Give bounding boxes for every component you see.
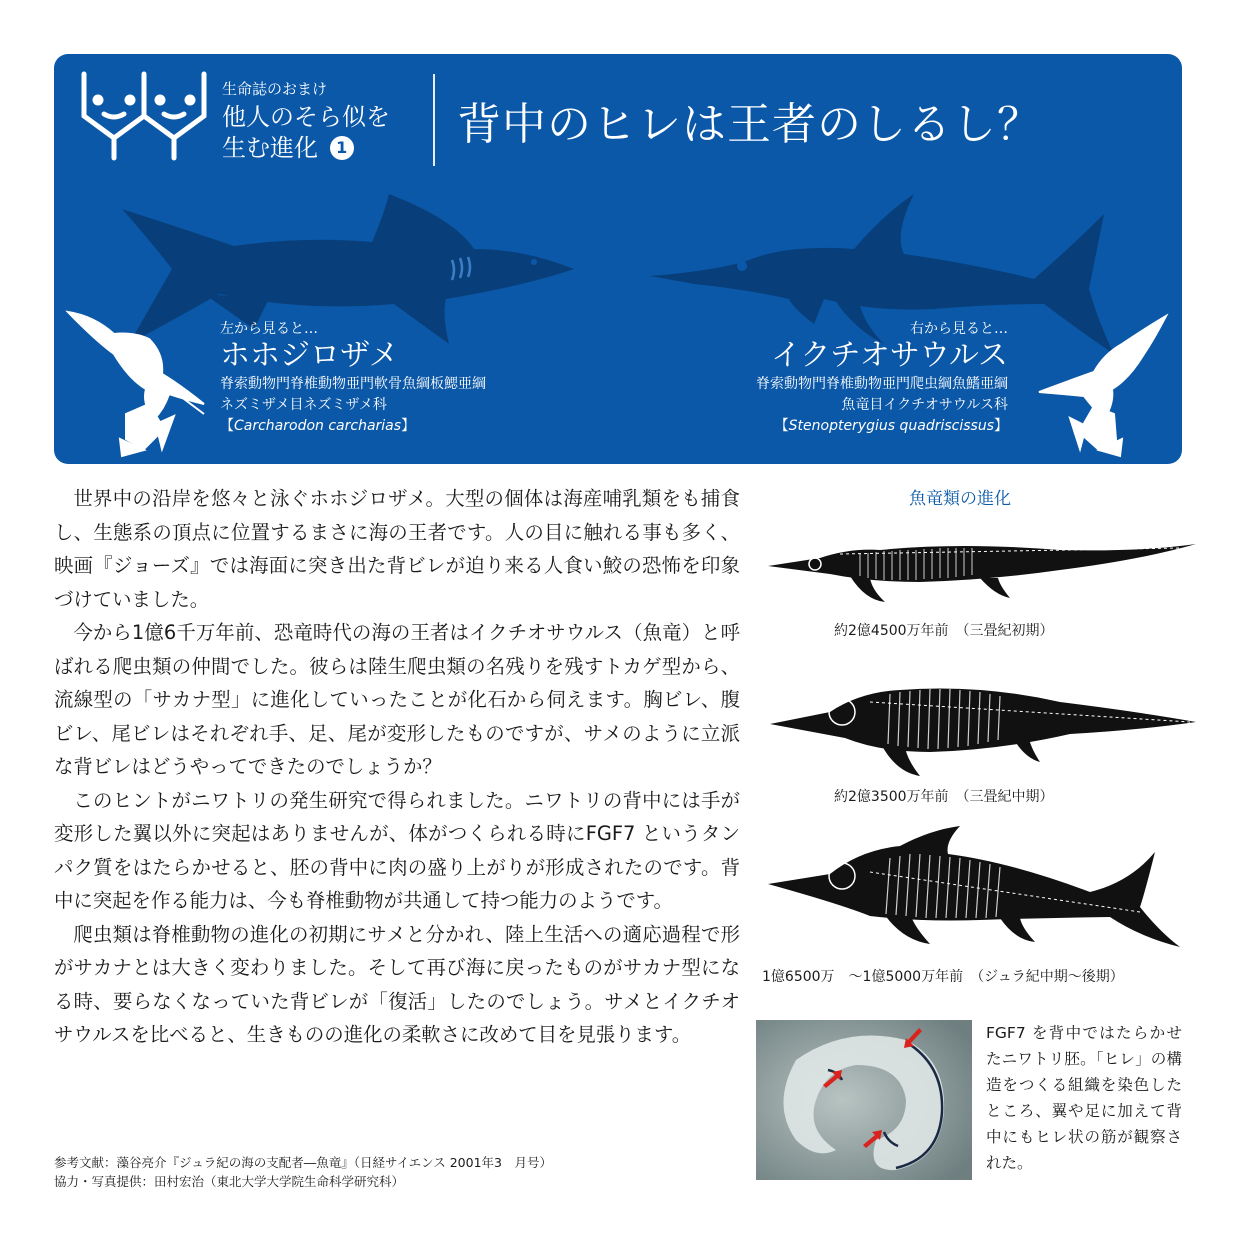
chick-embryo-photo bbox=[756, 1020, 972, 1180]
article-paragraph: 爬虫類は脊椎動物の進化の初期にサメと分かれ、陸上生活への適応過程で形がサカナとは大きく変わりました。そして再び海に戻ったものがサカナ型になる時、要らなくなっていた背ビレが「復活」したのでしょう。サメとイクチオサウルスを比べると、生きものの進化の柔軟さに改めて目を見張ります。 bbox=[54, 922, 740, 1046]
left-specimen-name: ホホジロザメ bbox=[220, 338, 399, 373]
series-title bbox=[222, 102, 390, 164]
left-specimen-info bbox=[220, 318, 486, 437]
article-paragraph: このヒントがニワトリの発生研究で得られました。ニワトリの背中には手が変形した翼以外に突起はありませんが、体がつくられる時にFGF7 というタンパク質をはたらかせると、胚の背中に肉の盛り上がりが形成されたのです。背中に突起を作る能力は、今も脊椎動物が共通して持つ能力のようです。 bbox=[54, 788, 740, 912]
photo-caption: FGF7 を背中ではたらかせたニワトリ胚。「ヒレ」の構造をつくる組織を染色したところ、翼や足に加えて背中にもヒレ状の筋が観察された。 bbox=[986, 1024, 1182, 1172]
right-taxonomy-2: 魚竜目イクチオサウルス科 bbox=[841, 397, 1008, 413]
references bbox=[54, 1153, 552, 1191]
right-specimen-info bbox=[756, 318, 1008, 437]
left-taxonomy-2: ネズミザメ目ネズミザメ科 bbox=[220, 397, 387, 413]
series-title-line2: 生む進化 bbox=[222, 134, 318, 162]
fossil-caption-1: 約2億4500万年前 （三畳紀初期） bbox=[834, 623, 1054, 639]
article-body bbox=[54, 482, 740, 1052]
series-subtitle: 生命誌のおまけ bbox=[222, 80, 328, 98]
header-divider bbox=[433, 74, 435, 166]
fossil-caption-3: 1億6500万 〜1億5000万年前 （ジュラ紀中期〜後期） bbox=[762, 969, 1124, 985]
fossil-middle-triassic bbox=[760, 672, 1200, 780]
right-scientific-name: 【Stenopterygius quadriscissus】 bbox=[774, 418, 1008, 434]
fossil-early-triassic bbox=[760, 520, 1200, 610]
embryo-image bbox=[756, 1020, 972, 1180]
article-paragraph: 今から1億6千万年前、恐竜時代の海の王者はイクチオサウルス（魚竜）と呼ばれる爬虫類の仲間でした。彼らは陸生爬虫類の名残りを残すトカゲ型から、流線型の「サカナ型」に進化していったことが化石から伺えます。胸ビレ、腹ビレ、尾ビレはそれぞれ手、足、尾が変形したものですが、サメのように立派な背ビレはどうやってできたのでしょうか？ bbox=[54, 621, 740, 778]
header-banner bbox=[54, 54, 1182, 464]
left-scientific-name: 【Carcharodon carcharias】 bbox=[220, 418, 416, 434]
fossil-caption-2: 約2億3500万年前 （三畳紀中期） bbox=[834, 789, 1054, 805]
series-number-badge: 1 bbox=[330, 136, 354, 160]
evolution-title: 魚竜類の進化 bbox=[909, 489, 1011, 509]
left-taxonomy-1: 脊索動物門脊椎動物亜門軟骨魚綱板鰓亜綱 bbox=[220, 376, 486, 392]
left-view-label: 左から見ると… bbox=[220, 321, 318, 337]
right-taxonomy-1: 脊索動物門脊椎動物亜門爬虫綱魚鰭亜綱 bbox=[756, 376, 1008, 392]
reference-text: 参考文献：藻谷亮介『ジュラ紀の海の支配者―魚竜』（日経サイエンス 2001年3 月号） bbox=[54, 1155, 552, 1170]
logo-icon bbox=[84, 74, 204, 158]
credit-text: 協力・写真提供：田村宏治（東北大学大学院生命科学研究科） bbox=[54, 1174, 405, 1189]
series-title-line1: 他人のそら似を bbox=[222, 103, 390, 131]
right-view-label: 右から見ると… bbox=[910, 321, 1008, 337]
right-specimen-name: イクチオサウルス bbox=[771, 338, 1008, 373]
fossil-jurassic bbox=[760, 822, 1200, 957]
page-title: 背中のヒレは王者のしるし？ bbox=[457, 99, 1042, 150]
article-paragraph: 世界中の沿岸を悠々と泳ぐホホジロザメ。大型の個体は海産哺乳類をも捕食し、生態系の頂点に位置するまさに海の王者です。人の目に触れる事も多く、映画『ジョーズ』では海面に突き出た背ビレが迫り来る人食い鮫の恐怖を印象づけていました。 bbox=[54, 487, 740, 611]
